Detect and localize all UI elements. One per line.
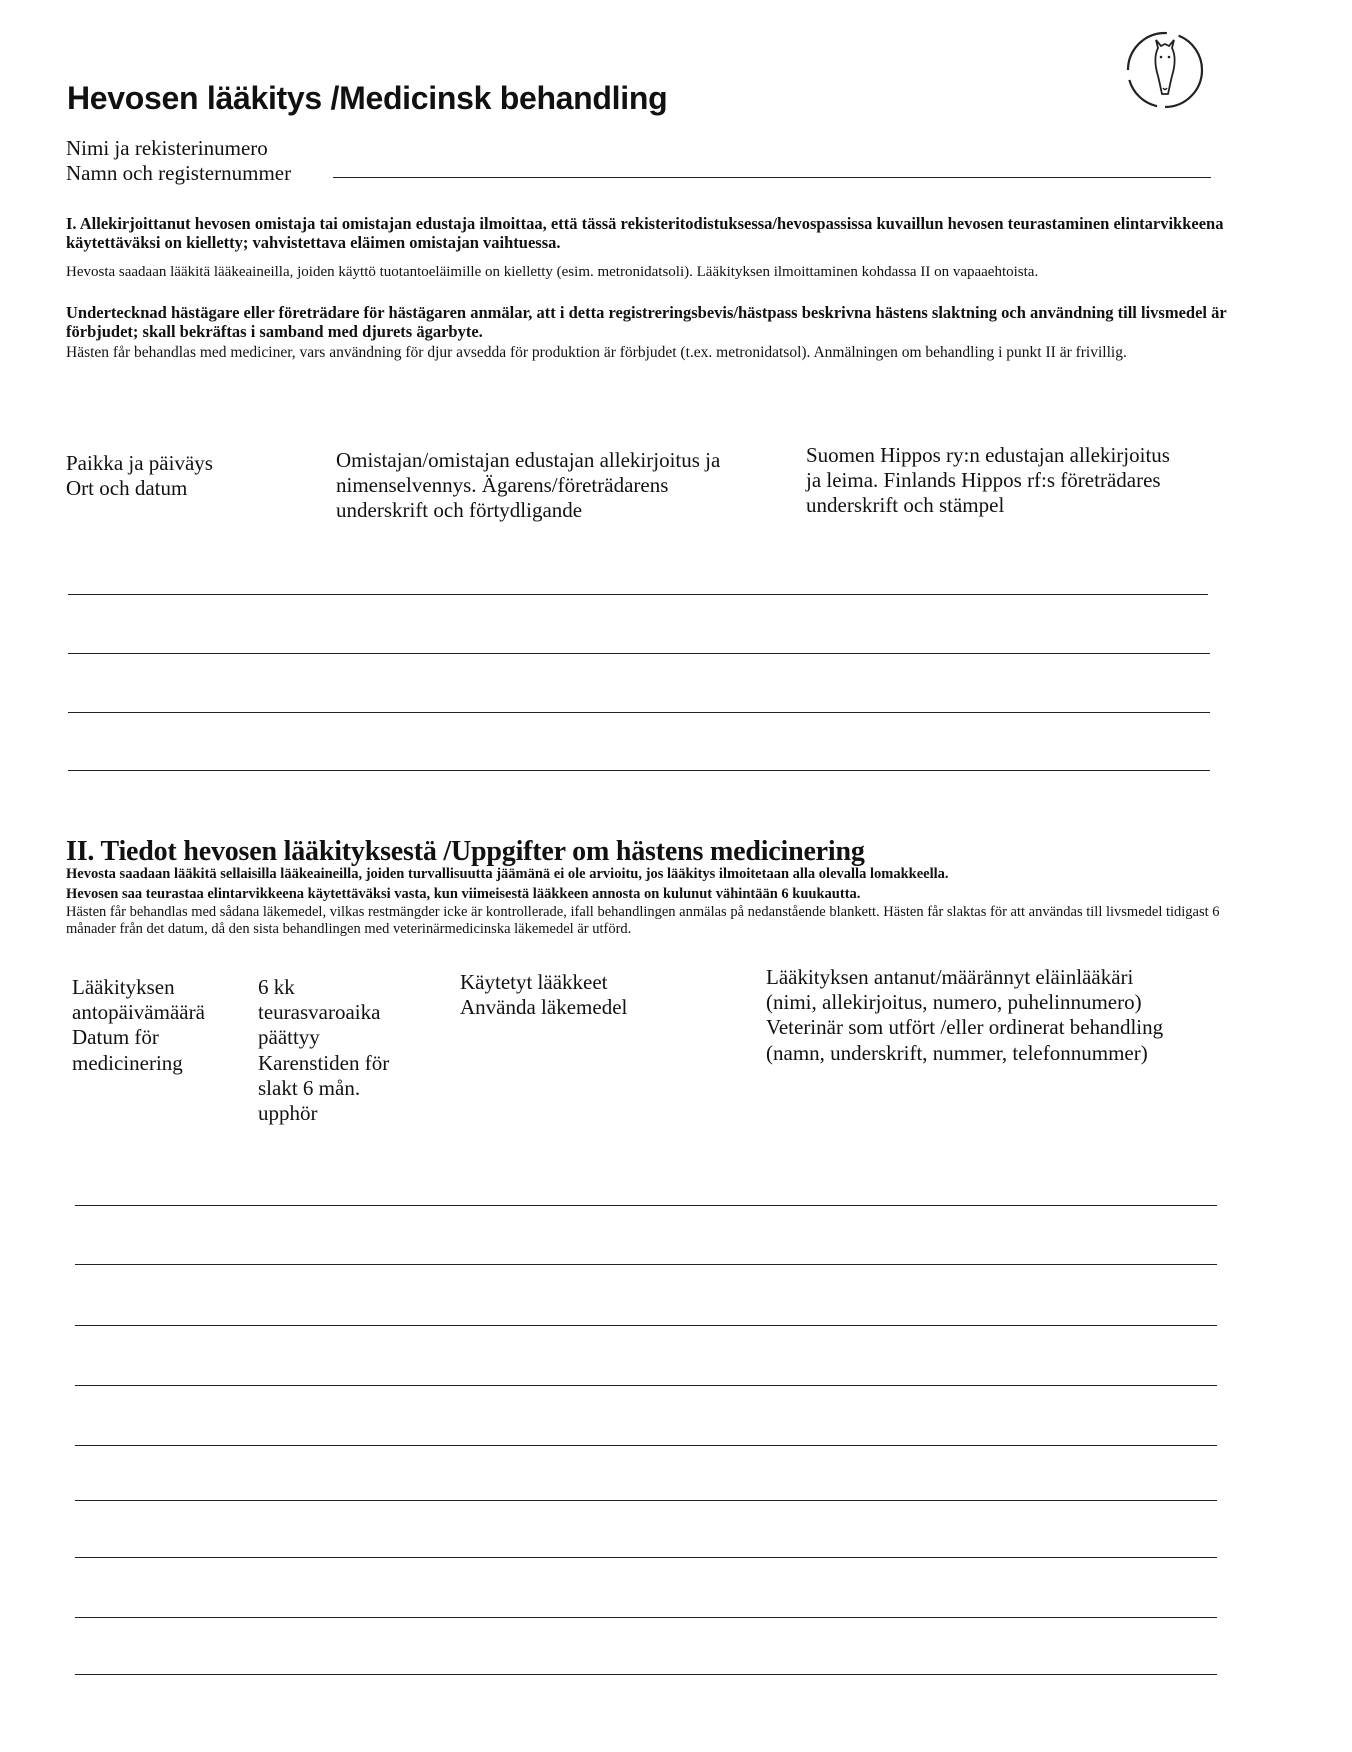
treatment-date-line: Datum för	[72, 1025, 159, 1050]
signature-entry-line[interactable]	[68, 712, 1210, 713]
withdrawal-line: teurasvaroaika	[258, 1000, 381, 1025]
medication-entry-line[interactable]	[75, 1205, 1217, 1206]
drugs-used-line: Använda läkemedel	[460, 995, 628, 1020]
medication-note-fi: Hevosta saadaan lääkitä lääkeaineilla, joiden käyttö tuotantoeläimille on kielletty (esim. metronidatsoli). Lääkityksen ilmoittaminen kohdassa II on vapaaehtoista.	[66, 264, 1039, 280]
medication-entry-line[interactable]	[75, 1445, 1217, 1446]
owner-signature-line-2: nimenselvennys. Ägarens/företrädarens	[336, 473, 669, 498]
name-label-sv: Namn och registernummer	[66, 161, 292, 185]
treatment-date-line: Lääkityksen	[72, 975, 175, 999]
medication-note-sv: Hästen får behandlas med mediciner, vars användning för djur avsedda för produktion är förbjudet (t.ex. metronidatsol). Anmälningen om behandling i punkt II är frivillig.	[66, 344, 1127, 361]
name-input-line[interactable]	[333, 177, 1211, 178]
withdrawal-period-header	[258, 975, 428, 1126]
medication-entry-line[interactable]	[75, 1264, 1217, 1265]
owner-signature-line-1: Omistajan/omistajan edustajan allekirjoitus ja	[336, 448, 721, 472]
section2-note2-fi: Hevosen saa teurastaa elintarvikkeena käytettäväksi vasta, kun viimeisestä lääkkeen annosta on kulunut vähintään 6 kuukautta.	[66, 886, 861, 902]
withdrawal-line: 6 kk	[258, 975, 295, 999]
medication-entry-line[interactable]	[75, 1325, 1217, 1326]
veterinarian-line: (namn, underskrift, nummer, telefonnummer)	[766, 1040, 1148, 1065]
section2-note-sv: Hästen får behandlas med sådana läkemedel, vilkas restmängder icke är kontrollerade, ifall behandlingen anmälas på nedanstående blankett. Hästen får slaktas för att användas till livsmedel tidigast 6 månader från det datum, då den sista behandlingen med veterinärmedicinska läkemedel är utförd.	[66, 904, 1220, 937]
horse-head-logo-icon	[1122, 28, 1208, 114]
treatment-date-header	[72, 975, 252, 1076]
name-label-fi: Nimi ja rekisterinumero	[66, 136, 268, 160]
signature-entry-line[interactable]	[68, 594, 1208, 595]
hippos-signature-header	[806, 443, 1246, 519]
place-date-fi: Paikka ja päiväys	[66, 451, 213, 475]
declaration-sv: Undertecknad hästägare eller företrädare för hästägaren anmälar, att i detta registreringsbevis/hästpass beskrivna hästens slaktning och användning till livsmedel är förbjudet; skall bekräftas i samband med djurets ägarbyte.	[66, 303, 1227, 341]
declaration-fi: I. Allekirjoittanut hevosen omistaja tai omistajan edustaja ilmoittaa, että tässä rekisteritodistuksessa/hevospassissa kuvaillun hevosen teurastaminen elintarvikkeena käytettäväksi on kielletty; vahvistettava eläimen omistajan vaihtuessa.	[66, 214, 1224, 252]
withdrawal-line: slakt 6 mån.	[258, 1075, 361, 1100]
medication-entry-line[interactable]	[75, 1385, 1217, 1386]
treatment-date-line: medicinering	[72, 1050, 183, 1075]
drugs-used-header	[460, 970, 720, 1020]
veterinarian-line: (nimi, allekirjoitus, numero, puhelinnumero)	[766, 990, 1142, 1015]
medication-entry-line[interactable]	[75, 1500, 1217, 1501]
hippos-signature-line-3: underskrift och stämpel	[806, 493, 1005, 518]
signature-entry-line[interactable]	[68, 770, 1210, 771]
section2-note1-fi: Hevosta saadaan lääkitä sellaisilla lääkeaineilla, joiden turvallisuutta jäämänä ei ole arvioitu, jos lääkitys ilmoitetaan alla olevalla lomakkeella.	[66, 866, 949, 882]
withdrawal-line: Karenstiden för	[258, 1050, 390, 1075]
drugs-used-line: Käytetyt lääkkeet	[460, 970, 608, 994]
medication-entry-line[interactable]	[75, 1557, 1217, 1558]
medication-entry-line[interactable]	[75, 1617, 1217, 1618]
section2-heading: II. Tiedot hevosen lääkityksestä /Uppgifter om hästens medicinering	[66, 836, 865, 867]
withdrawal-line: päättyy	[258, 1025, 320, 1050]
owner-signature-header	[336, 448, 796, 524]
veterinarian-line: Lääkityksen antanut/määrännyt eläinlääkäri	[766, 965, 1134, 989]
veterinarian-header	[766, 965, 1246, 1066]
hippos-signature-line-1: Suomen Hippos ry:n edustajan allekirjoitus	[806, 443, 1170, 467]
place-date-header	[66, 451, 306, 501]
treatment-date-line: antopäivämäärä	[72, 1000, 205, 1025]
place-date-sv: Ort och datum	[66, 476, 188, 501]
hippos-signature-line-2: ja leima. Finlands Hippos rf:s företrädares	[806, 468, 1161, 493]
owner-signature-line-3: underskrift och förtydligande	[336, 498, 583, 523]
withdrawal-line: upphör	[258, 1100, 318, 1125]
medication-entry-line[interactable]	[75, 1674, 1217, 1675]
document-title: Hevosen lääkitys /Medicinsk behandling	[67, 80, 668, 116]
signature-entry-line[interactable]	[68, 653, 1210, 654]
veterinarian-line: Veterinär som utfört /eller ordinerat behandling	[766, 1015, 1164, 1040]
